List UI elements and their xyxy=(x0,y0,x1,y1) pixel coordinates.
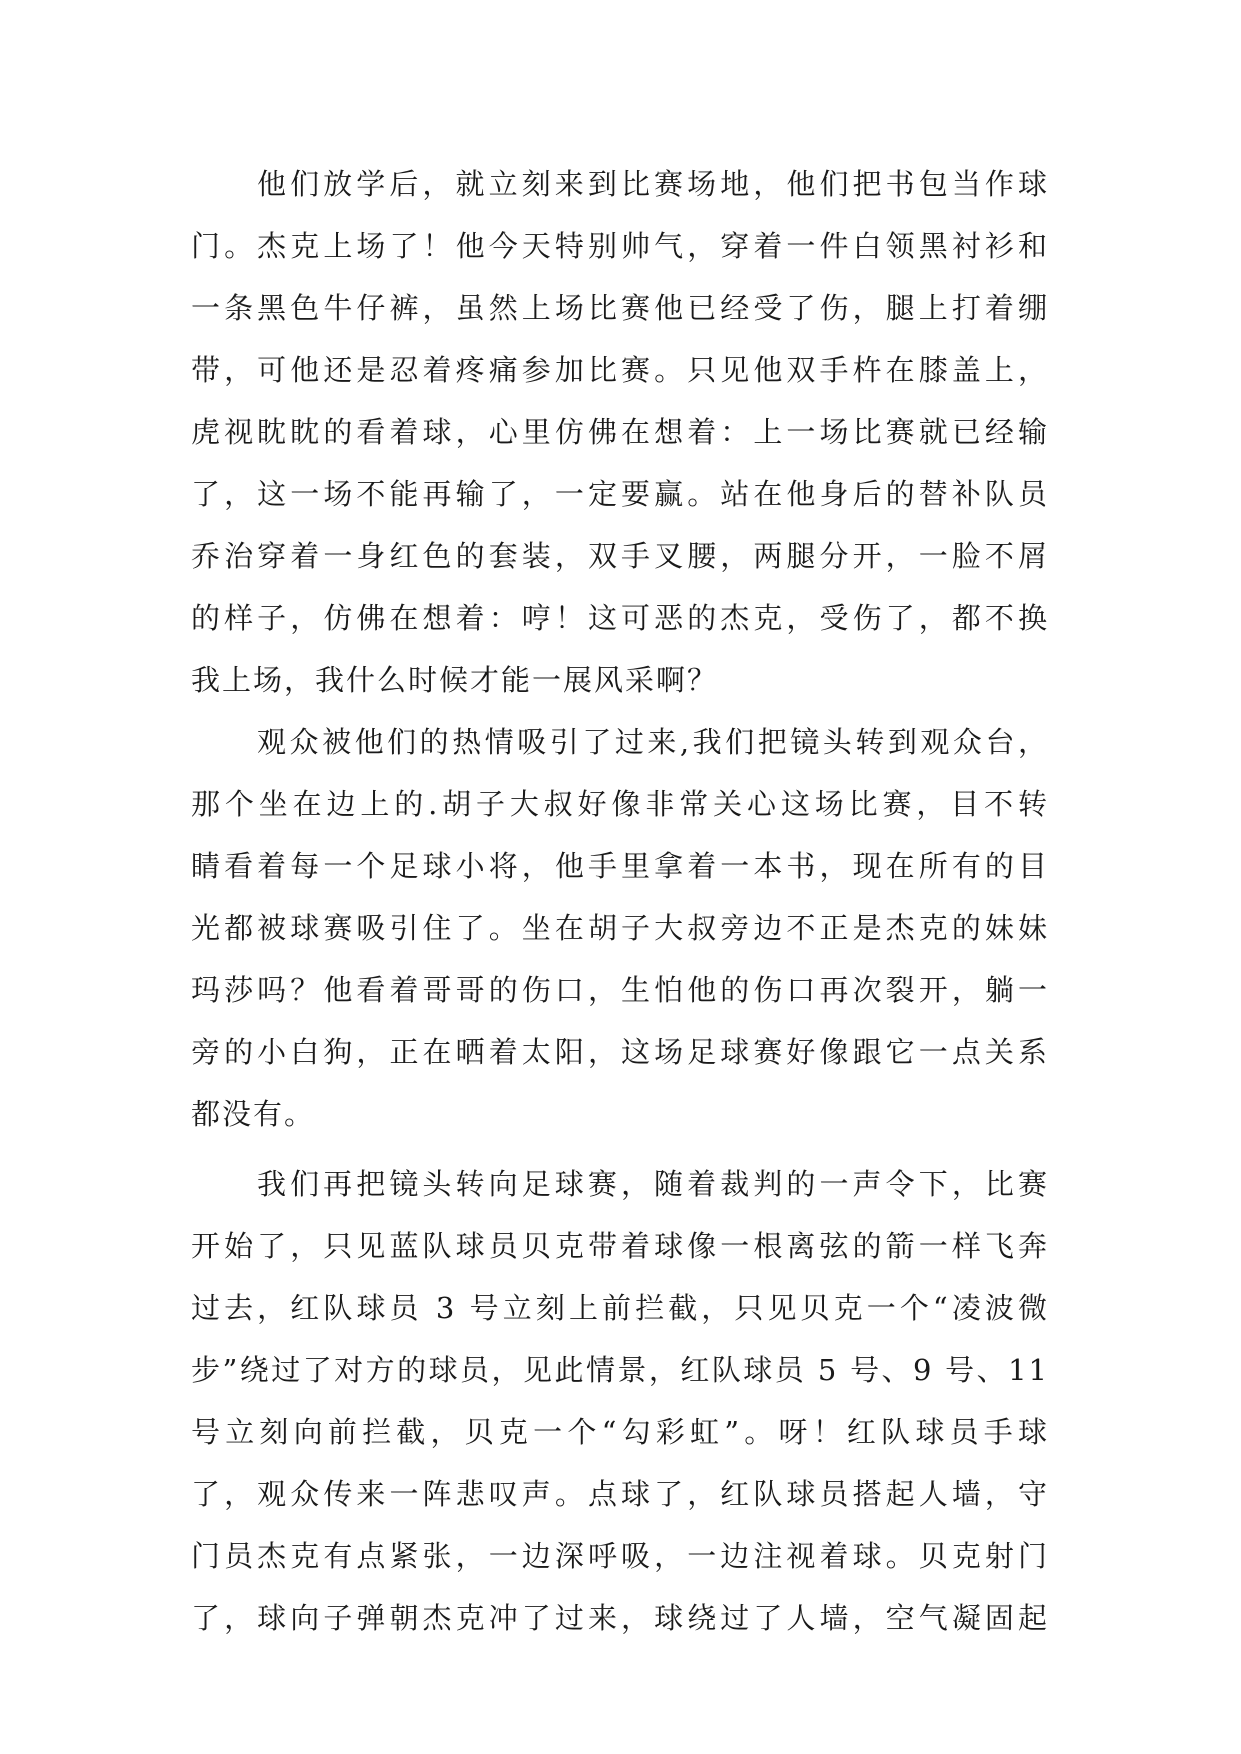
paragraph-line: 虎视眈眈的看着球，心里仿佛在想着：上一场比赛就已经输 xyxy=(191,415,1049,449)
paragraph-line: 了，观众传来一阵悲叹声。点球了，红队球员搭起人墙，守 xyxy=(191,1477,1049,1511)
paragraph-line: 步”绕过了对方的球员，见此情景，红队球员 5 号、9 号、11 xyxy=(191,1353,1049,1387)
paragraph-line: 睛看着每一个足球小将，他手里拿着一本书，现在所有的目 xyxy=(191,849,1049,883)
paragraph-line: 号立刻向前拦截，贝克一个“勾彩虹”。呀！红队球员手球 xyxy=(191,1415,1049,1449)
paragraph-line: 旁的小白狗，正在晒着太阳，这场足球赛好像跟它一点关系 xyxy=(191,1035,1049,1069)
paragraph-3 xyxy=(191,1153,1049,1649)
paragraph-line: 过去，红队球员 3 号立刻上前拦截，只见贝克一个“凌波微 xyxy=(191,1291,1049,1325)
paragraph-2 xyxy=(191,711,1049,1145)
paragraph-line: 了，球向子弹朝杰克冲了过来，球绕过了人墙，空气凝固起 xyxy=(191,1601,1049,1635)
paragraph-1 xyxy=(191,153,1049,711)
paragraph-line: 门员杰克有点紧张，一边深呼吸，一边注视着球。贝克射门 xyxy=(191,1539,1049,1573)
paragraph-line: 都没有。 xyxy=(191,1097,316,1131)
paragraph-line: 了，这一场不能再输了，一定要赢。站在他身后的替补队员 xyxy=(191,477,1049,511)
paragraph-line: 观众被他们的热情吸引了过来,我们把镜头转到观众台， xyxy=(257,725,1049,759)
paragraph-line: 玛莎吗？他看着哥哥的伤口，生怕他的伤口再次裂开，躺一 xyxy=(191,973,1049,1007)
paragraph-line: 我们再把镜头转向足球赛，随着裁判的一声令下，比赛 xyxy=(257,1167,1049,1201)
paragraph-line: 的样子，仿佛在想着：哼！这可恶的杰克，受伤了，都不换 xyxy=(191,601,1049,635)
paragraph-line: 带，可他还是忍着疼痛参加比赛。只见他双手杵在膝盖上， xyxy=(191,353,1049,387)
paragraph-line: 我上场，我什么时候才能一展风采啊？ xyxy=(191,663,719,697)
paragraph-line: 他们放学后，就立刻来到比赛场地，他们把书包当作球 xyxy=(257,167,1049,201)
paragraph-line: 一条黑色牛仔裤，虽然上场比赛他已经受了伤，腿上打着绷 xyxy=(191,291,1049,325)
paragraph-line: 光都被球赛吸引住了。坐在胡子大叔旁边不正是杰克的妹妹 xyxy=(191,911,1049,945)
paragraph-line: 门。杰克上场了！他今天特别帅气，穿着一件白领黑衬衫和 xyxy=(191,229,1049,263)
paragraph-line: 乔治穿着一身红色的套装，双手叉腰，两腿分开，一脸不屑 xyxy=(191,539,1049,573)
paragraph-line: 那个坐在边上的.胡子大叔好像非常关心这场比赛，目不转 xyxy=(191,787,1049,821)
paragraph-line: 开始了，只见蓝队球员贝克带着球像一根离弦的箭一样飞奔 xyxy=(191,1229,1049,1263)
